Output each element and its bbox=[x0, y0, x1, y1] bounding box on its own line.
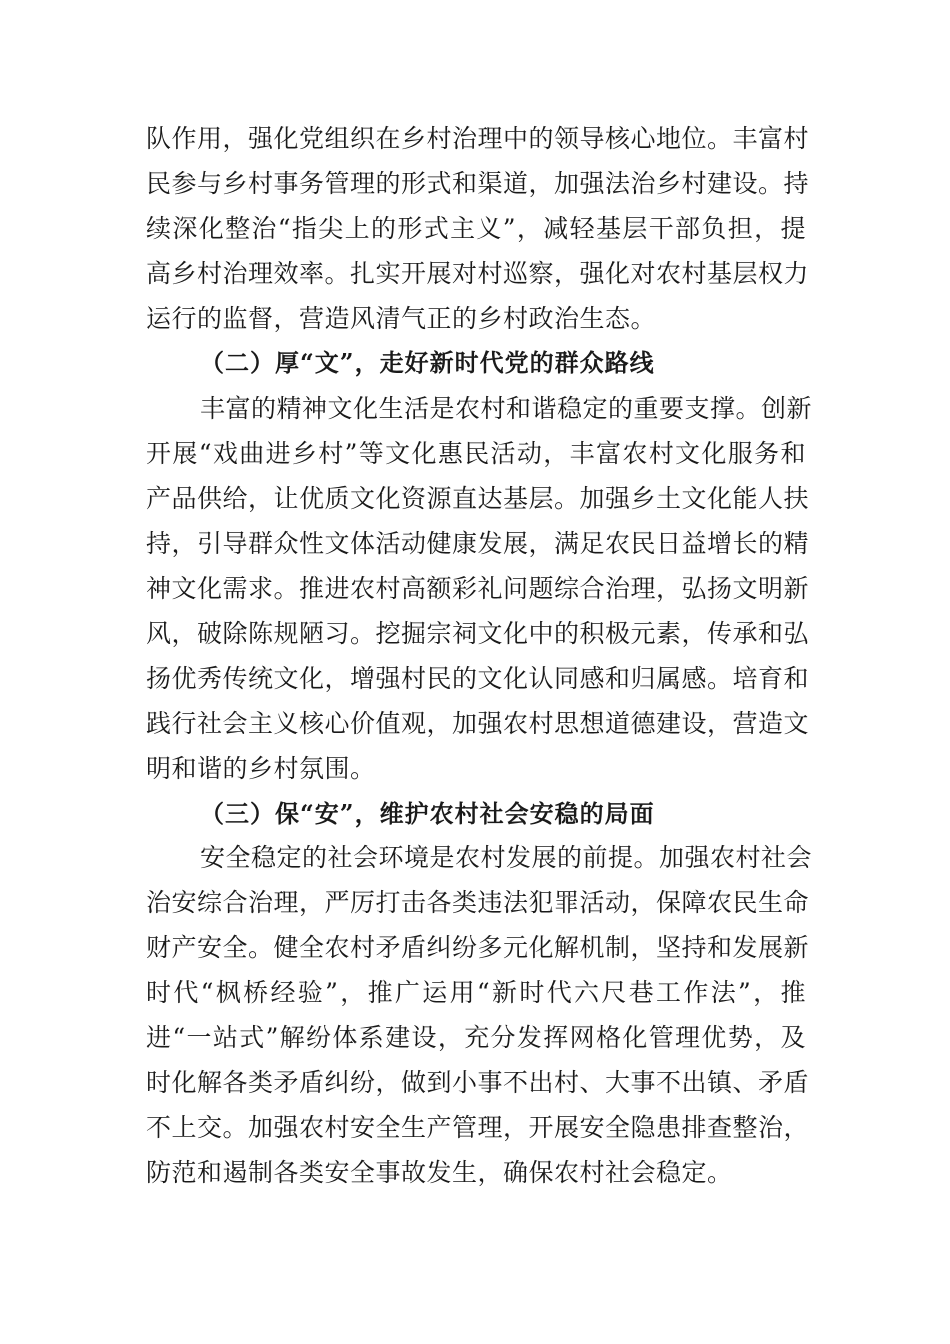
paragraph-line: 持，引导群众性文体活动健康发展，满足农民日益增长的精 bbox=[146, 529, 810, 558]
paragraph-line: 运行的监督，营造风清气正的乡村政治生态。 bbox=[146, 304, 657, 333]
paragraph-line: 扬优秀传统文化，增强村民的文化认同感和归属感。培育和 bbox=[146, 664, 810, 693]
paragraph-line: 风，破除陈规陋习。挖掘宗祠文化中的积极元素，传承和弘 bbox=[146, 619, 810, 648]
paragraph-line: 时化解各类矛盾纠纷，做到小事不出村、大事不出镇、矛盾 bbox=[146, 1068, 810, 1097]
paragraph-line: 财产安全。健全农村矛盾纠纷多元化解机制，坚持和发展新 bbox=[146, 933, 810, 962]
paragraph-line: 续深化整治“指尖上的形式主义”，减轻基层干部负担，提 bbox=[146, 214, 806, 243]
paragraph-line: 民参与乡村事务管理的形式和渠道，加强法治乡村建设。持 bbox=[146, 169, 810, 198]
paragraph-line: 高乡村治理效率。扎实开展对村巡察，强化对农村基层权力 bbox=[146, 259, 810, 288]
paragraph-line: 神文化需求。推进农村高额彩礼问题综合治理，弘扬文明新 bbox=[146, 574, 810, 603]
paragraph-line: 不上交。加强农村安全生产管理，开展安全隐患排查整治， bbox=[146, 1113, 810, 1142]
section-heading-3: （三）保“安”，维护农村社会安稳的局面 bbox=[200, 799, 655, 828]
paragraph-line: 明和谐的乡村氛围。 bbox=[146, 754, 376, 783]
paragraph-line: 治安综合治理，严厉打击各类违法犯罪活动，保障农民生命 bbox=[146, 888, 810, 917]
paragraph-line: 防范和遏制各类安全事故发生，确保农村社会稳定。 bbox=[146, 1158, 733, 1187]
paragraph-line: 产品供给，让优质文化资源直达基层。加强乡土文化能人扶 bbox=[146, 484, 810, 513]
paragraph-line: 时代“枫桥经验”，推广运用“新时代六尺巷工作法”，推 bbox=[146, 978, 806, 1007]
paragraph-line: 安全稳定的社会环境是农村发展的前提。加强农村社会 bbox=[200, 843, 813, 872]
section-heading-2: （二）厚“文”，走好新时代党的群众路线 bbox=[200, 348, 655, 377]
paragraph-line: 开展“戏曲进乡村”等文化惠民活动，丰富农村文化服务和 bbox=[146, 439, 806, 468]
paragraph-line: 丰富的精神文化生活是农村和谐稳定的重要支撑。创新 bbox=[200, 394, 813, 423]
paragraph-line: 进“一站式”解纷体系建设，充分发挥网格化管理优势，及 bbox=[146, 1023, 806, 1052]
paragraph-line: 践行社会主义核心价值观，加强农村思想道德建设，营造文 bbox=[146, 709, 810, 738]
paragraph-line: 队作用，强化党组织在乡村治理中的领导核心地位。丰富村 bbox=[146, 124, 810, 153]
